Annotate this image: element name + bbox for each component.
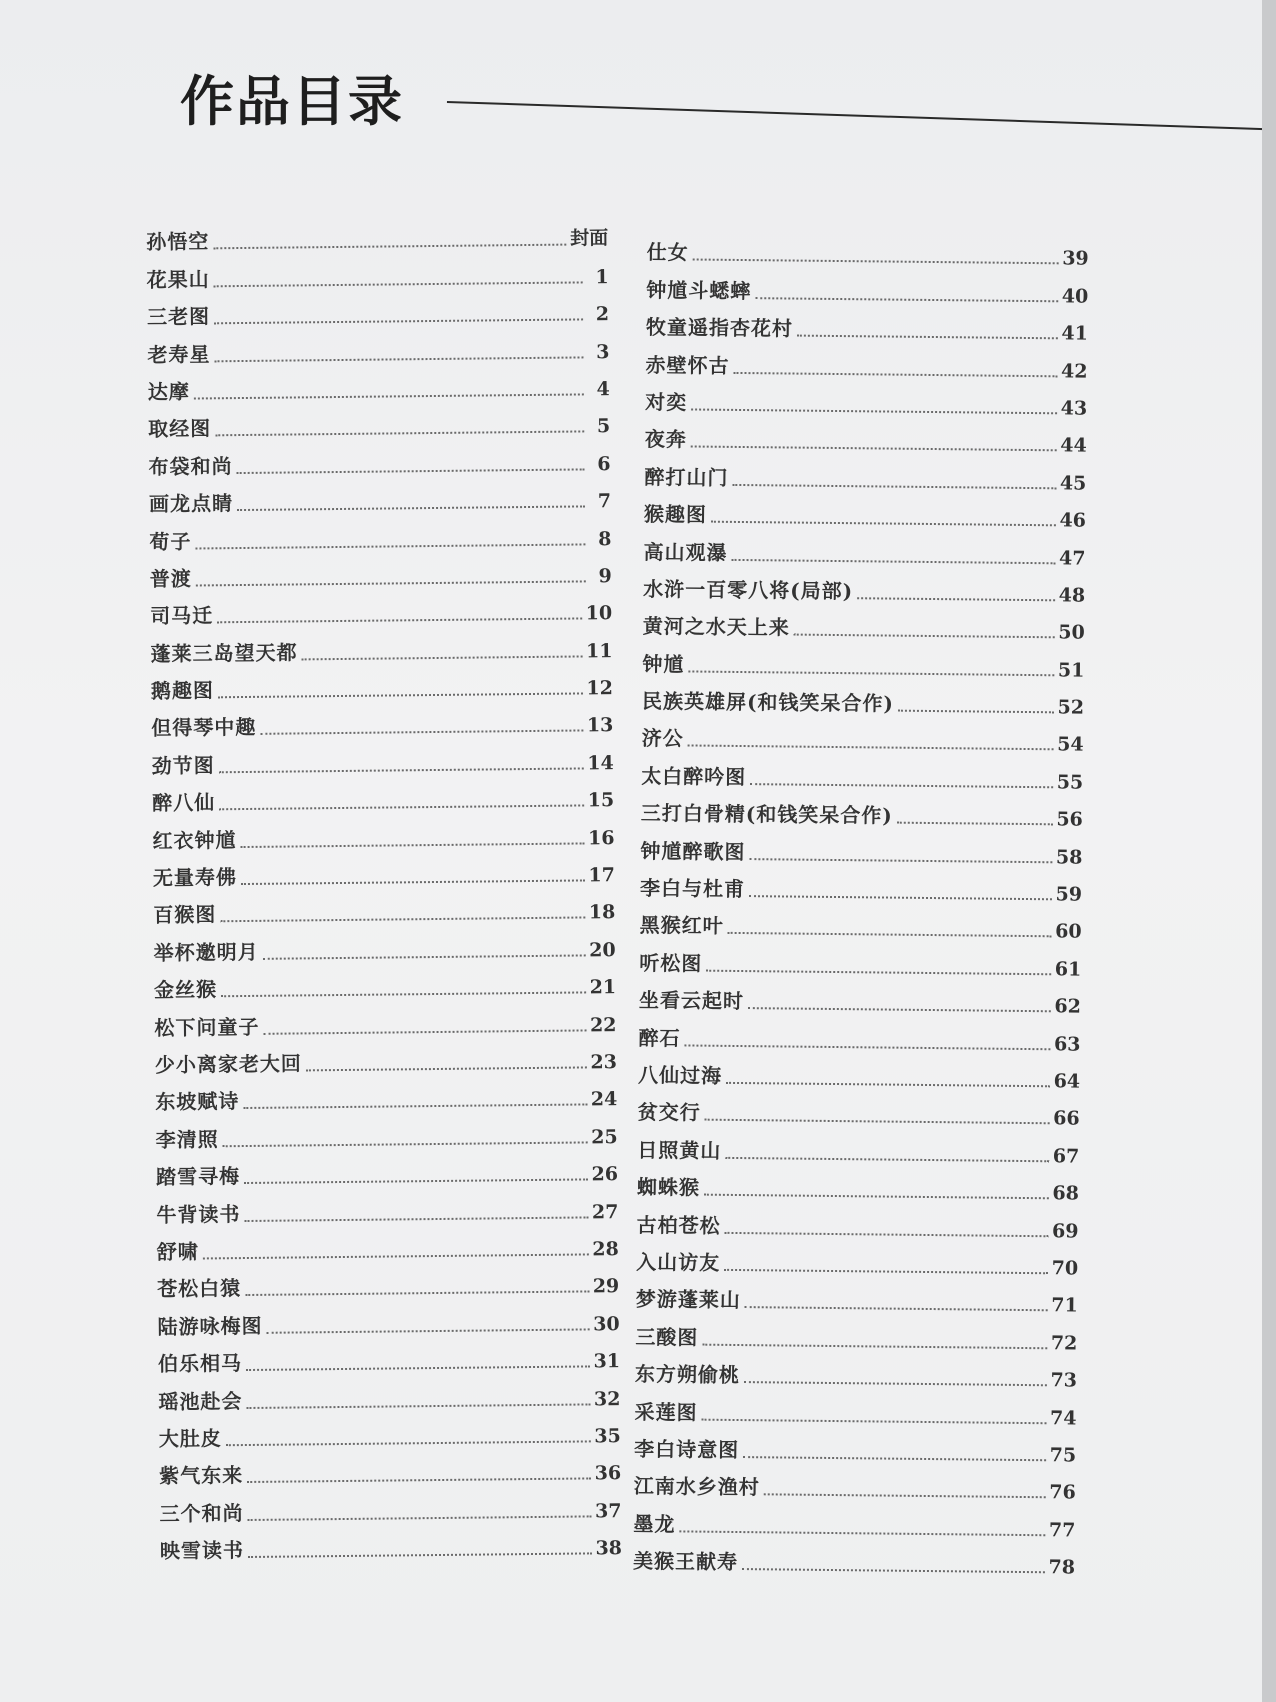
toc-entry xyxy=(645,415,1087,457)
toc-entry-page: 37 xyxy=(594,1499,622,1523)
dot-leader xyxy=(214,281,583,287)
toc-entry-page: 9 xyxy=(598,565,612,588)
toc-entry xyxy=(149,512,611,554)
toc-entry xyxy=(156,1148,618,1190)
dot-leader xyxy=(267,1328,590,1333)
toc-entry-title: 布袋和尚 xyxy=(148,453,233,479)
toc-entry xyxy=(152,774,614,816)
toc-entry xyxy=(642,677,1084,719)
toc-entry-title: 听松图 xyxy=(639,950,703,976)
toc-entry-page: 4 xyxy=(596,378,610,401)
toc-entry-title: 民族英雄屏(和钱笑呆合作) xyxy=(641,689,895,716)
toc-entry-page: 30 xyxy=(593,1312,620,1336)
toc-entry-page: 44 xyxy=(1060,434,1087,457)
toc-entry-title: 普渡 xyxy=(149,566,192,591)
toc-entry-page: 11 xyxy=(585,639,613,663)
toc-entry xyxy=(149,475,611,517)
toc-entry-page: 60 xyxy=(1055,920,1082,944)
dot-leader xyxy=(702,1418,1047,1424)
toc-entry xyxy=(636,1275,1078,1317)
toc-entry xyxy=(150,624,612,666)
toc-entry-title: 踏雪寻梅 xyxy=(155,1164,241,1190)
dot-leader xyxy=(306,1066,587,1071)
toc-entry xyxy=(642,639,1084,681)
toc-entry-page: 36 xyxy=(594,1462,622,1485)
dot-leader xyxy=(693,259,1059,265)
toc-entry-page: 24 xyxy=(590,1088,618,1111)
dot-leader xyxy=(247,1478,591,1484)
toc-entry-page: 78 xyxy=(1048,1556,1076,1579)
toc-entry xyxy=(644,452,1086,494)
toc-entry-page: 42 xyxy=(1060,359,1088,383)
toc-entry xyxy=(647,228,1089,270)
toc-entry-page: 77 xyxy=(1048,1518,1076,1542)
toc-entry-title: 举杯邀明月 xyxy=(153,939,259,965)
toc-entry-title: 陆游咏梅图 xyxy=(157,1313,263,1339)
toc-entry-title: 猴趣图 xyxy=(643,502,708,527)
dot-leader xyxy=(702,1343,1047,1349)
toc-entry xyxy=(159,1447,621,1489)
toc-entry-title: 蜘蛛猴 xyxy=(636,1175,701,1200)
toc-entry-page: 5 xyxy=(596,415,611,438)
toc-entry-title: 司马迁 xyxy=(150,603,214,629)
toc-entry xyxy=(638,1013,1080,1055)
toc-entry xyxy=(634,1462,1076,1504)
toc-entry-title: 花果山 xyxy=(146,267,210,292)
toc-entry xyxy=(641,751,1083,793)
toc-entry xyxy=(638,1051,1080,1093)
toc-entry xyxy=(151,699,613,741)
toc-entry xyxy=(153,924,615,966)
toc-entry-title: 取经图 xyxy=(148,416,212,442)
dot-leader xyxy=(203,1253,589,1259)
toc-entry xyxy=(643,602,1085,644)
dot-leader xyxy=(749,895,1052,900)
dot-leader xyxy=(302,655,583,660)
toc-entry-title: 劲节图 xyxy=(151,753,215,778)
toc-entry xyxy=(155,1110,617,1152)
toc-entry-title: 红衣钟馗 xyxy=(152,827,237,853)
toc-entry xyxy=(645,378,1087,420)
dot-leader xyxy=(688,670,1054,676)
toc-entry xyxy=(637,1163,1079,1205)
toc-entry-title: 梦游蓬莱山 xyxy=(635,1287,741,1313)
dot-leader xyxy=(764,1494,1046,1499)
toc-entry-page: 17 xyxy=(588,864,616,887)
dot-leader xyxy=(226,1440,591,1446)
dot-leader xyxy=(241,879,585,885)
dot-leader xyxy=(749,858,1052,863)
toc-entry-page: 26 xyxy=(591,1163,619,1186)
toc-entry-title: 高山观瀑 xyxy=(643,539,728,565)
toc-entry-page: 71 xyxy=(1051,1294,1078,1317)
toc-entry-page: 2 xyxy=(595,303,610,326)
toc-entry-title: 赤壁怀古 xyxy=(645,352,730,378)
toc-entry-title: 瑶池赴会 xyxy=(158,1388,243,1414)
toc-entry-page: 6 xyxy=(597,452,611,476)
toc-entry xyxy=(645,340,1087,382)
dot-leader xyxy=(241,842,585,848)
dot-leader xyxy=(217,618,582,624)
toc-entry xyxy=(159,1410,621,1452)
title-rule xyxy=(447,101,1272,130)
toc-entry-page: 74 xyxy=(1049,1406,1077,1430)
toc-entry xyxy=(150,587,612,629)
toc-entry-title: 荀子 xyxy=(149,529,192,554)
page-title: 作品目录 xyxy=(180,70,404,133)
toc-entry-title: 但得琴中趣 xyxy=(151,715,257,741)
toc-entry-page: 70 xyxy=(1051,1257,1079,1280)
toc-right-column xyxy=(633,228,1089,1579)
toc-entry-page: 72 xyxy=(1050,1332,1078,1355)
page-edge xyxy=(1262,0,1276,1702)
toc-entry-title: 百猴图 xyxy=(153,902,217,928)
toc-entry xyxy=(639,976,1081,1018)
toc-entry-page: 14 xyxy=(587,751,614,775)
toc-entry xyxy=(157,1223,619,1265)
toc-entry-title: 李白与杜甫 xyxy=(639,875,746,902)
toc-entry xyxy=(634,1424,1076,1466)
dot-leader xyxy=(857,597,1055,601)
toc-entry-page: 35 xyxy=(594,1424,621,1448)
toc-entry-page: 13 xyxy=(586,714,614,737)
toc-entry-title: 采莲图 xyxy=(634,1399,698,1425)
toc-entry xyxy=(148,437,610,479)
toc-entry-title: 画龙点睛 xyxy=(148,491,234,517)
dot-leader xyxy=(264,1029,587,1034)
toc-entry-title: 蓬莱三岛望天都 xyxy=(150,640,298,666)
dot-leader xyxy=(214,356,583,362)
toc-entry-title: 水浒一百零八将(局部) xyxy=(643,576,854,604)
dot-leader xyxy=(750,783,1053,788)
dot-leader xyxy=(728,932,1052,937)
toc-entry xyxy=(148,400,610,442)
dot-leader xyxy=(797,335,1058,340)
toc-entry-page: 61 xyxy=(1054,958,1082,981)
toc-entry-title: 仕女 xyxy=(646,240,689,265)
toc-entry-page: 51 xyxy=(1057,659,1085,682)
toc-entry xyxy=(153,886,615,928)
toc-entry-title: 入山访友 xyxy=(636,1249,721,1275)
toc-entry-title: 钟馗斗蟋蟀 xyxy=(646,277,752,303)
dot-leader xyxy=(732,484,1056,489)
toc-entry-title: 三打白骨精(和钱笑呆合作) xyxy=(640,801,893,828)
toc-entry xyxy=(646,303,1088,345)
toc-entry-page: 52 xyxy=(1057,696,1085,719)
toc-entry-page: 38 xyxy=(595,1537,623,1560)
toc-entry xyxy=(147,288,609,330)
toc-entry-page: 12 xyxy=(586,677,614,700)
toc-entry-title: 醉打山门 xyxy=(644,464,729,490)
dot-leader xyxy=(794,634,1055,639)
toc-entry-page: 48 xyxy=(1058,584,1086,607)
dot-leader xyxy=(733,371,1057,376)
dot-leader xyxy=(244,1179,588,1185)
toc-entry-title: 三老图 xyxy=(146,304,211,330)
toc-entry-page: 16 xyxy=(587,826,615,850)
toc-entry-title: 牛背读书 xyxy=(156,1201,241,1227)
dot-leader xyxy=(688,745,1054,751)
toc-entry-title: 古柏苍松 xyxy=(636,1212,721,1238)
toc-entry-title: 钟馗醉歌图 xyxy=(640,838,746,864)
toc-entry-page: 31 xyxy=(593,1350,621,1373)
toc-entry-page: 7 xyxy=(597,490,612,513)
toc-entry-page: 41 xyxy=(1061,322,1089,345)
toc-entry xyxy=(635,1350,1077,1392)
toc-entry-title: 孙悟空 xyxy=(146,229,210,255)
toc-entry xyxy=(633,1537,1075,1579)
dot-leader xyxy=(248,1515,592,1521)
dot-leader xyxy=(898,710,1054,714)
toc-entry-title: 东方朔偷桃 xyxy=(634,1362,741,1388)
toc-entry-page: 22 xyxy=(589,1013,617,1036)
toc-entry-title: 达摩 xyxy=(147,379,190,404)
toc-entry xyxy=(160,1522,622,1564)
toc-entry xyxy=(151,662,613,704)
toc-entry-title: 美猴王献寿 xyxy=(632,1548,739,1575)
toc-entry xyxy=(146,251,608,293)
toc-entry-title: 八仙过海 xyxy=(638,1062,723,1088)
toc-entry-page: 15 xyxy=(587,789,615,812)
toc-entry-page: 76 xyxy=(1049,1481,1076,1504)
dot-leader xyxy=(742,1568,1045,1573)
toc-entry-page: 54 xyxy=(1057,733,1084,757)
toc-entry-page: 23 xyxy=(590,1051,617,1074)
toc-entry xyxy=(152,811,614,853)
dot-leader xyxy=(194,393,584,399)
toc-entry-title: 坐看云起时 xyxy=(638,988,745,1014)
toc-entry-title: 黑猴红叶 xyxy=(639,913,724,939)
dot-leader xyxy=(246,1403,590,1409)
toc-entry-page: 10 xyxy=(585,602,613,625)
toc-entry xyxy=(156,1185,618,1227)
toc-entry xyxy=(634,1387,1076,1429)
toc-entry-title: 对奕 xyxy=(645,389,688,415)
dot-leader xyxy=(743,1456,1046,1461)
toc-entry xyxy=(159,1484,621,1526)
toc-entry xyxy=(153,849,615,891)
toc-entry-title: 牧童遥指杏花村 xyxy=(645,315,794,341)
dot-leader xyxy=(704,1194,1049,1200)
toc-entry-page: 69 xyxy=(1051,1219,1079,1243)
toc-entry xyxy=(640,826,1082,868)
toc-entry-title: 济公 xyxy=(641,726,684,751)
dot-leader xyxy=(248,1552,592,1558)
toc-entry-title: 贫交行 xyxy=(637,1100,701,1125)
toc-entry xyxy=(643,527,1085,569)
toc-entry xyxy=(640,901,1082,943)
dot-leader xyxy=(219,805,584,811)
dot-leader xyxy=(246,1366,590,1372)
toc-entry-page: 43 xyxy=(1060,397,1088,420)
toc-entry-title: 太白醉吟图 xyxy=(641,763,747,789)
toc-entry-page: 46 xyxy=(1059,509,1087,532)
toc-entry-page: 20 xyxy=(589,938,616,962)
toc-entry-title: 李清照 xyxy=(155,1127,219,1152)
toc-entry-page: 58 xyxy=(1055,845,1083,869)
toc-entry-page: 55 xyxy=(1056,771,1084,794)
toc-entry-title: 伯乐相马 xyxy=(157,1351,243,1377)
toc-entry xyxy=(151,737,613,779)
dot-leader xyxy=(705,1119,1050,1125)
toc-entry xyxy=(635,1312,1077,1354)
toc-entry-title: 老寿星 xyxy=(147,341,211,367)
toc-left-column xyxy=(146,213,622,1564)
dot-leader xyxy=(237,506,585,512)
dot-leader xyxy=(724,1269,1048,1274)
toc-entry-title: 无量寿佛 xyxy=(152,865,238,890)
toc-entry-title: 金丝猴 xyxy=(153,977,218,1003)
toc-entry-page: 45 xyxy=(1059,472,1087,495)
dot-leader xyxy=(218,693,583,699)
dot-leader xyxy=(221,992,586,998)
toc-entry-page: 3 xyxy=(596,340,610,363)
toc-entry xyxy=(158,1335,620,1377)
toc-entry-title: 醉石 xyxy=(638,1025,681,1050)
dot-leader xyxy=(691,446,1057,452)
toc-entry xyxy=(150,550,612,592)
toc-entry-page: 59 xyxy=(1055,883,1083,906)
toc-entry-title: 夜奔 xyxy=(644,427,687,452)
dot-leader xyxy=(691,408,1057,414)
dot-leader xyxy=(684,1044,1050,1050)
toc-entry-page: 28 xyxy=(592,1238,619,1261)
toc-entry xyxy=(155,1073,617,1115)
toc-entry xyxy=(158,1372,620,1414)
toc-entry xyxy=(646,265,1088,307)
toc-entry-page: 73 xyxy=(1050,1369,1078,1392)
dot-leader xyxy=(214,319,583,325)
dot-leader xyxy=(748,1007,1051,1012)
dot-leader xyxy=(745,1306,1048,1311)
toc-entry-page: 66 xyxy=(1053,1107,1080,1130)
toc-entry xyxy=(633,1499,1075,1541)
dot-leader xyxy=(244,1216,588,1222)
dot-leader xyxy=(215,431,584,437)
toc-entry xyxy=(640,864,1082,906)
toc-entry-title: 映雪读书 xyxy=(159,1538,245,1563)
toc-entry-title: 少小离家老大回 xyxy=(154,1051,302,1077)
toc-entry-page: 18 xyxy=(588,901,616,924)
toc-entry-page: 32 xyxy=(593,1387,621,1410)
toc-entry xyxy=(641,789,1083,831)
dot-leader xyxy=(711,521,1056,527)
dot-leader xyxy=(725,1157,1049,1162)
dot-leader xyxy=(726,1082,1050,1087)
dot-leader xyxy=(897,822,1053,826)
dot-leader xyxy=(260,730,583,735)
toc-entry-page: 62 xyxy=(1054,995,1081,1018)
dot-leader xyxy=(724,1231,1048,1236)
dot-leader xyxy=(196,580,586,586)
toc-entry-page: 67 xyxy=(1052,1145,1080,1168)
toc-entry-title: 江南水乡渔村 xyxy=(633,1474,760,1500)
dot-leader xyxy=(219,767,584,773)
toc-entry-page: 64 xyxy=(1053,1070,1081,1093)
toc-entry-title: 醉八仙 xyxy=(152,790,216,816)
toc-entry-title: 舒啸 xyxy=(156,1239,199,1264)
toc-entry-page: 50 xyxy=(1058,621,1085,644)
dot-leader xyxy=(243,1104,587,1110)
toc-entry-title: 日照黄山 xyxy=(637,1137,722,1163)
toc-entry-title: 墨龙 xyxy=(633,1511,676,1537)
toc-entry-title: 苍松白猿 xyxy=(157,1276,242,1302)
dot-leader xyxy=(706,969,1051,975)
toc-entry-page: 1 xyxy=(595,265,609,289)
dot-leader xyxy=(213,244,566,250)
toc-entry xyxy=(157,1297,619,1339)
toc-entry xyxy=(157,1260,619,1302)
toc-entry-page: 40 xyxy=(1061,285,1089,308)
toc-entry xyxy=(643,564,1085,606)
toc-entry xyxy=(146,213,608,255)
toc-entry-title: 三酸图 xyxy=(635,1324,699,1350)
toc-entry-title: 李白诗意图 xyxy=(634,1436,740,1462)
toc-entry-title: 钟馗 xyxy=(642,651,685,677)
toc-entry xyxy=(155,1036,617,1078)
toc-entry-title: 黄河之水天上来 xyxy=(642,614,790,640)
toc-entry xyxy=(642,714,1084,756)
toc-entry xyxy=(154,961,616,1003)
toc-entry-page: 29 xyxy=(592,1275,620,1298)
toc-entry-page: 8 xyxy=(598,527,612,550)
toc-entry-title: 大肚皮 xyxy=(158,1426,222,1451)
toc-entry-page: 25 xyxy=(591,1125,618,1149)
toc-entry-page: 47 xyxy=(1059,546,1086,570)
toc-entry xyxy=(639,938,1081,980)
toc-entry-page: 56 xyxy=(1056,808,1083,831)
toc-entry-title: 东坡赋诗 xyxy=(155,1089,240,1115)
toc-entry-page: 27 xyxy=(591,1200,619,1223)
dot-leader xyxy=(755,297,1058,302)
toc-entry-page: 75 xyxy=(1049,1444,1077,1467)
dot-leader xyxy=(195,543,585,549)
dot-leader xyxy=(732,558,1056,563)
toc-entry xyxy=(637,1125,1079,1167)
toc-entry-page: 封面 xyxy=(570,227,609,250)
toc-entry-page: 21 xyxy=(589,976,617,999)
toc-entry-title: 鹅趣图 xyxy=(150,678,215,704)
toc-entry-page: 68 xyxy=(1052,1182,1080,1205)
dot-leader xyxy=(223,1141,588,1147)
dot-leader xyxy=(245,1291,589,1297)
toc-entry xyxy=(636,1200,1078,1242)
dot-leader xyxy=(679,1530,1045,1536)
toc-entry xyxy=(638,1088,1080,1130)
toc-entry xyxy=(636,1237,1078,1279)
dot-leader xyxy=(237,468,585,474)
toc-entry-page: 39 xyxy=(1062,247,1089,271)
dot-leader xyxy=(220,917,585,923)
dot-leader xyxy=(263,954,586,959)
toc-entry-page: 63 xyxy=(1053,1032,1081,1056)
toc-entry-title: 松下问童子 xyxy=(154,1014,260,1040)
dot-leader xyxy=(744,1381,1047,1386)
toc-entry xyxy=(644,490,1086,532)
toc-entry-title: 三个和尚 xyxy=(159,1500,244,1526)
toc-entry xyxy=(154,998,616,1040)
toc-entry xyxy=(147,325,609,367)
toc-entry xyxy=(148,363,610,405)
toc-entry-title: 紫气东来 xyxy=(159,1463,244,1489)
